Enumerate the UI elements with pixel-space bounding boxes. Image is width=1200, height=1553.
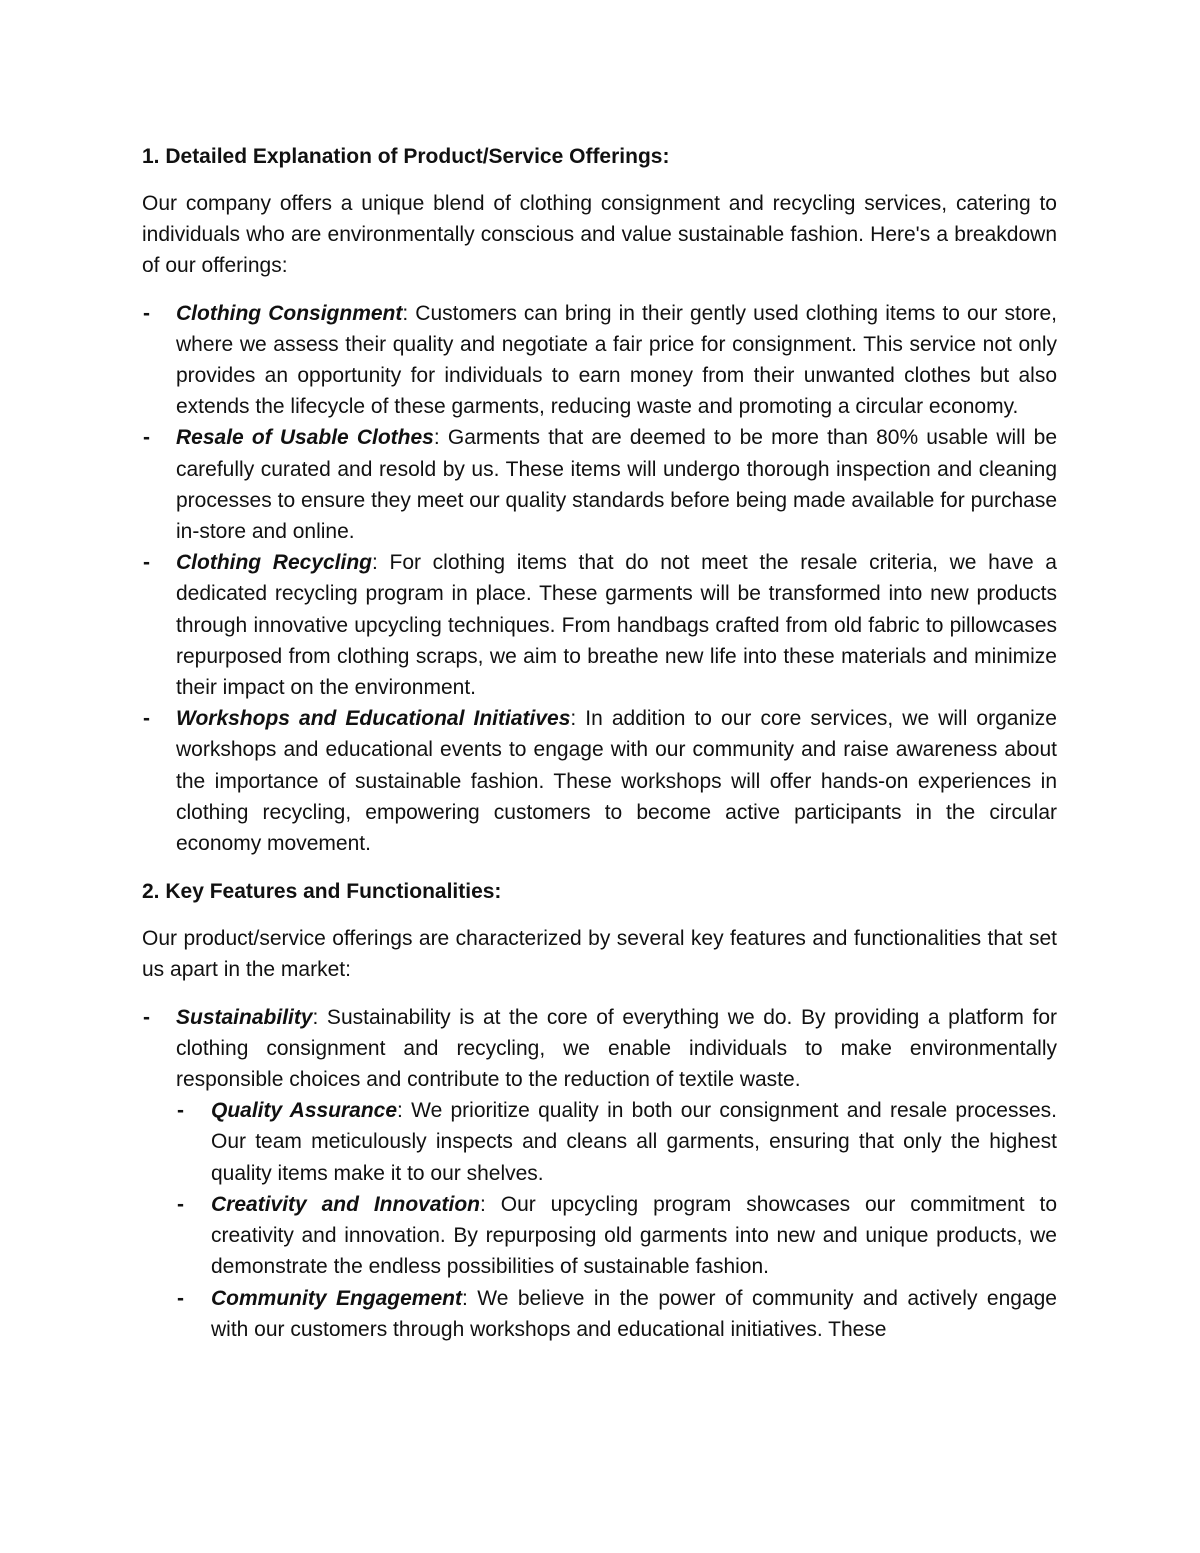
item-text: : Customers can bring in their gently used clothing items to our store, where we assess their quality and negotiate a fair price for consignment. This service not only provides an opportunity for individuals to earn money from their unwanted clothes but also extends the lifecycle of these garments, reducing waste and promoting a circular economy.	[176, 301, 1058, 419]
list-item	[142, 298, 1057, 423]
bullet-dash: -	[177, 1286, 184, 1310]
bullet-dash: -	[143, 551, 150, 575]
section-2-heading: 2. Key Features and Functionalities:	[142, 880, 502, 904]
item-text: : Garments that are deemed to be more than 80% usable will be carefully curated and resold by us. These items will undergo thorough inspection and cleaning processes to ensure they meet our quality standards before being made available for purchase in-store and online.	[176, 426, 1057, 544]
item-text: : We believe in the power of community and actively engage with our customers through workshops and educational initiatives. These	[211, 1286, 1057, 1341]
section-1-intro: Our company offers a unique blend of clothing consignment and recycling services, catering to individuals who are environmentally conscious and value sustainable fashion. Here's a breakdown of our offerings:	[142, 192, 1057, 278]
item-text: : Our upcycling program showcases our commitment to creativity and innovation. By repurposing old garments into new and unique products, we demonstrate the endless possibilities of sustainable fashion.	[211, 1192, 1058, 1279]
item-text: : For clothing items that do not meet the resale criteria, we have a dedicated recycling program in place. These garments will be transformed into new products through innovative upcycling techniques. From handbags crafted from old fabric to pillowcases repurposed from clothing scraps, we aim to breathe new life into these materials and minimize their impact on the environment.	[176, 551, 1057, 700]
item-term: Resale of Usable Clothes	[176, 426, 434, 450]
list-item	[142, 547, 1057, 703]
section-1-heading: 1. Detailed Explanation of Product/Service Offerings:	[142, 145, 670, 168]
section-2-intro: Our product/service offerings are characterized by several key features and functionalities that set us apart in the market:	[142, 927, 1057, 982]
list-item	[142, 1002, 1057, 1345]
item-term: Workshops and Educational Initiatives	[176, 707, 571, 731]
item-term: Clothing Consignment	[176, 301, 403, 325]
document-page	[142, 141, 1057, 1345]
sublist-item	[176, 1095, 1057, 1189]
features-list	[142, 1002, 1057, 1345]
bullet-dash: -	[177, 1099, 184, 1123]
item-text: : In addition to our core services, we will organize workshops and educational events to engage with our community and raise awareness about the importance of sustainable fashion. These workshops will offer hands-on experiences in clothing recycling, empowering customers to become active participants in the circular economy movement.	[176, 707, 1057, 856]
bullet-dash: -	[143, 301, 150, 325]
bullet-dash: -	[143, 1005, 150, 1029]
offerings-list	[142, 298, 1057, 860]
item-text: : We prioritize quality in both our consignment and resale processes. Our team meticulously inspects and cleans all garments, ensuring that only the highest quality items make it to our shelves.	[211, 1099, 1057, 1185]
item-term: Quality Assurance	[211, 1099, 398, 1123]
bullet-dash: -	[177, 1192, 184, 1216]
item-term: Sustainability	[176, 1005, 313, 1029]
bullet-dash: -	[143, 426, 150, 450]
item-term: Community Engagement	[211, 1286, 462, 1310]
sublist-item	[176, 1189, 1057, 1283]
item-term: Creativity and Innovation	[211, 1192, 481, 1216]
features-sublist	[176, 1095, 1057, 1345]
bullet-dash: -	[143, 707, 150, 731]
item-term: Clothing Recycling	[176, 551, 373, 575]
item-text: : Sustainability is at the core of everything we do. By providing a platform for clothing consignment and recycling, we enable individuals to make environmentally responsible choices and contribute to the reduction of textile waste.	[176, 1005, 1057, 1092]
list-item	[142, 703, 1057, 859]
sublist-item	[176, 1283, 1057, 1345]
list-item	[142, 422, 1057, 547]
